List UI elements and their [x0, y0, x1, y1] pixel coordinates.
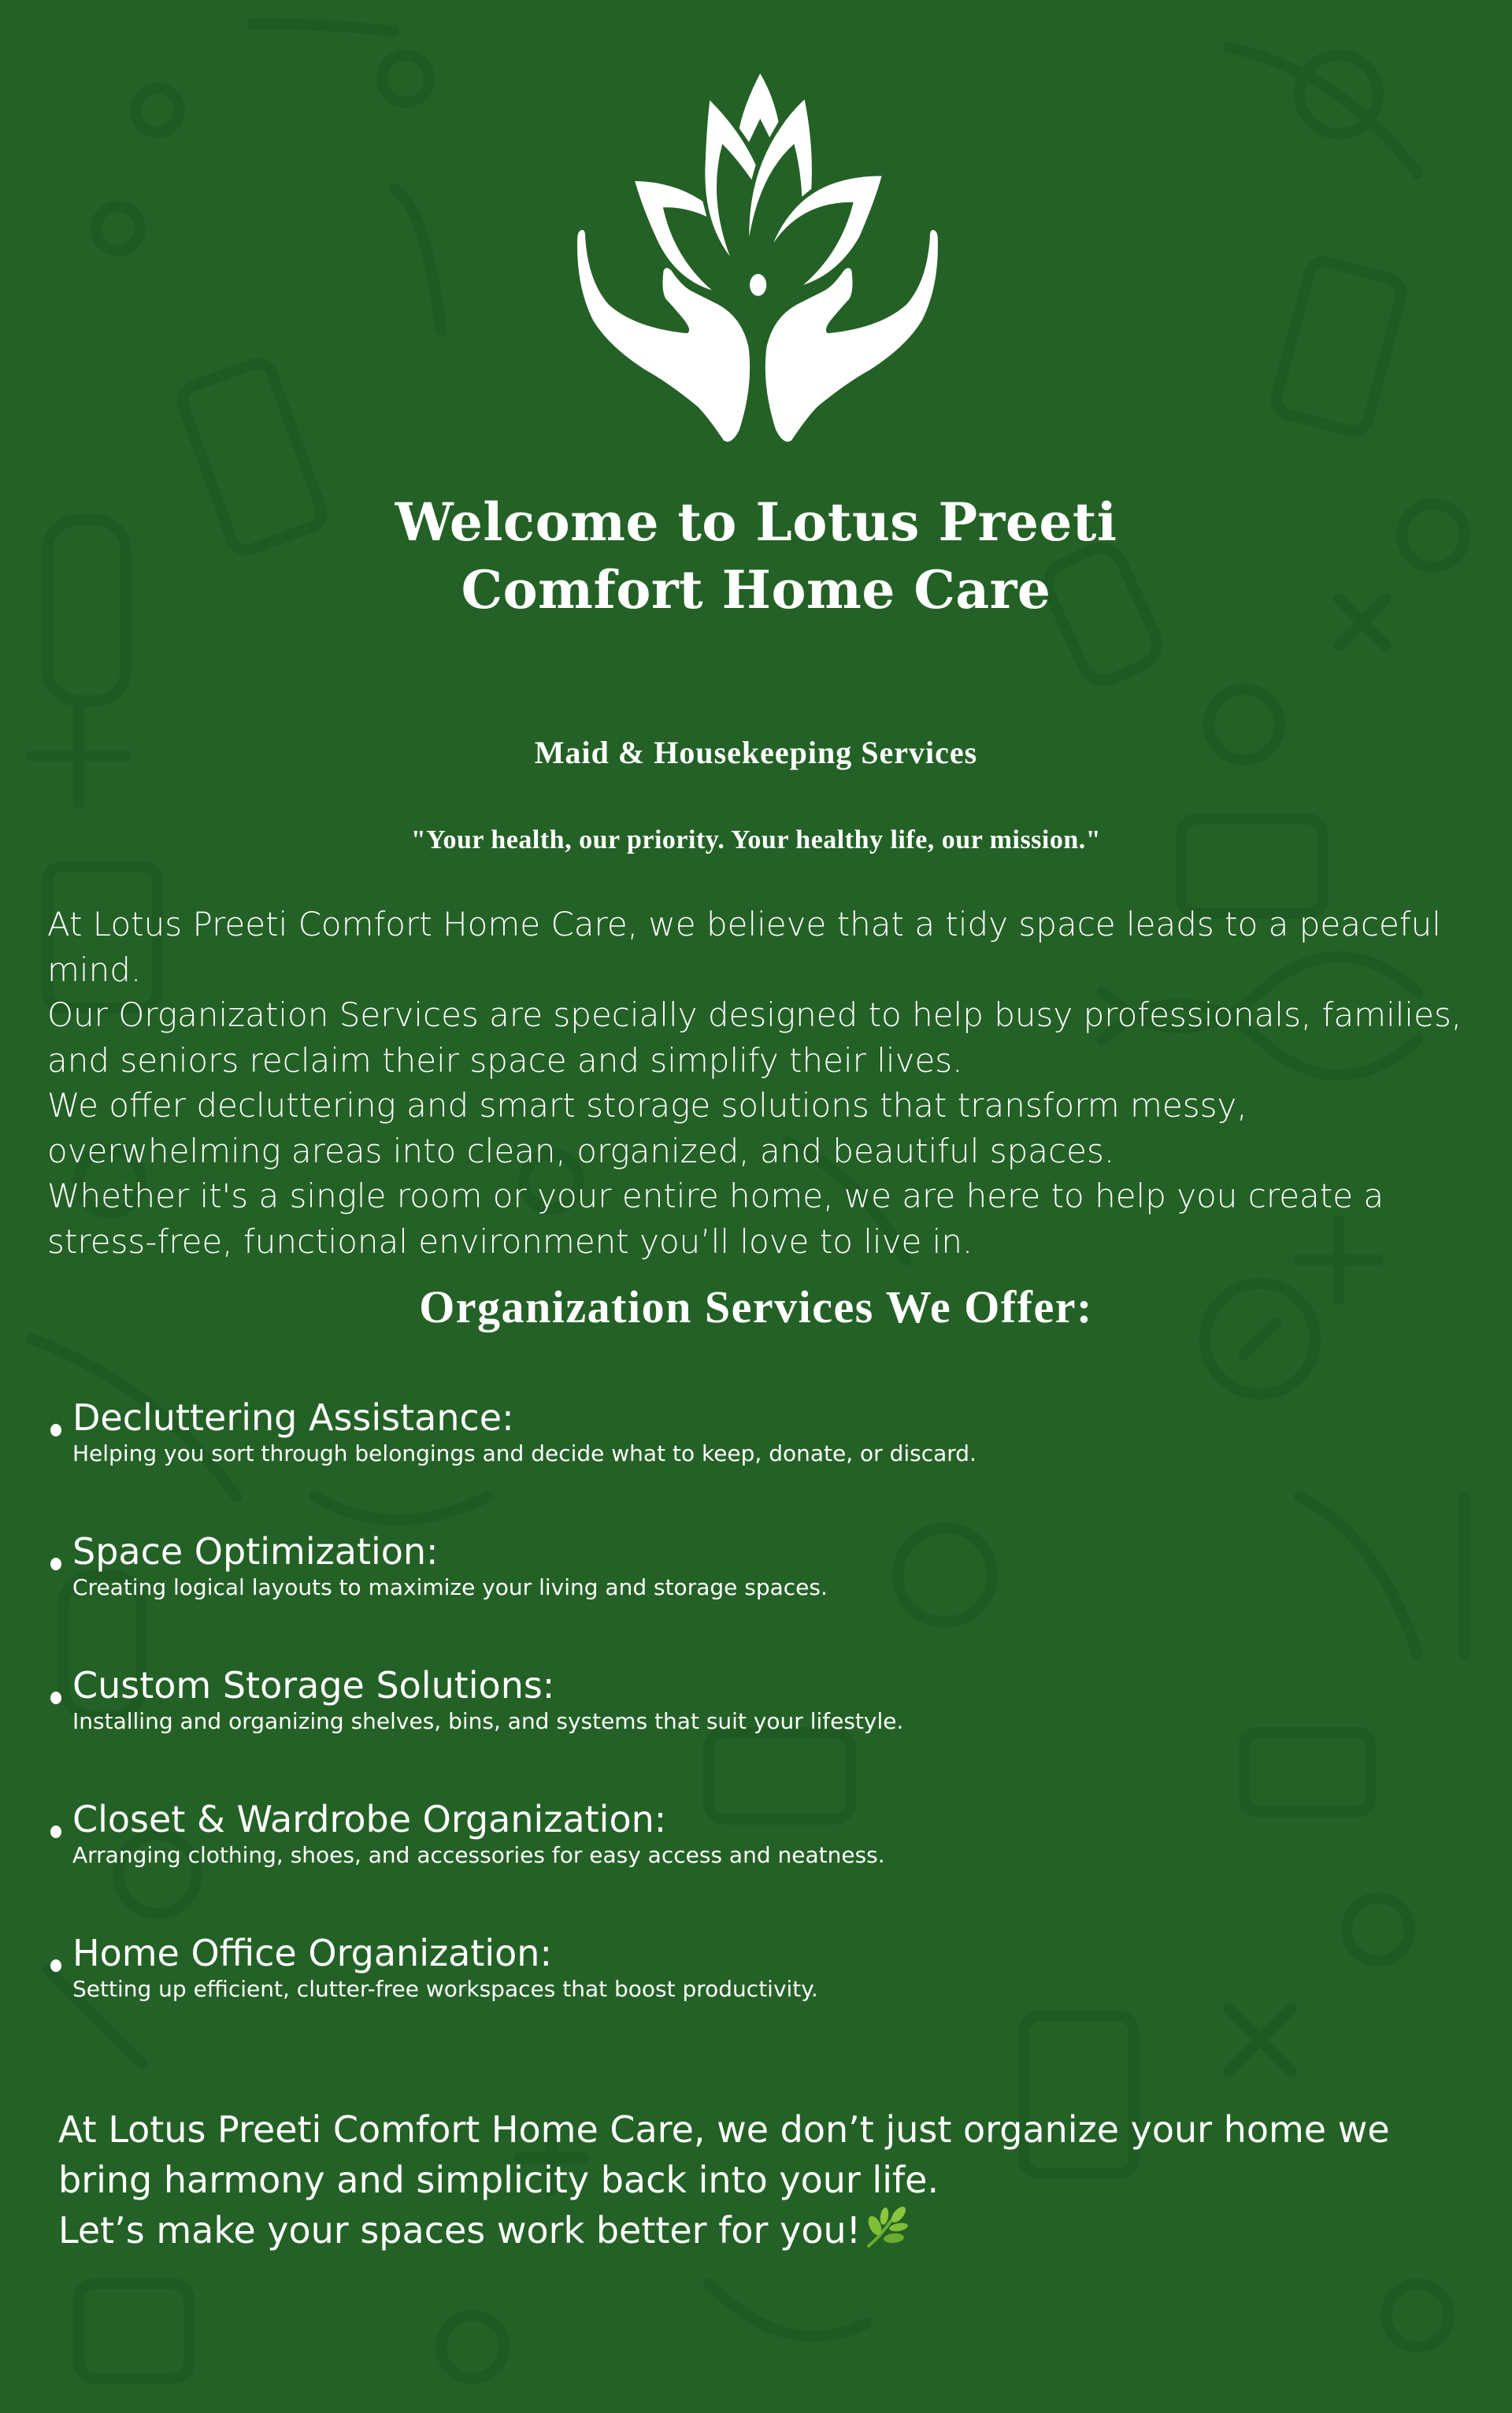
- bullet-icon: [50, 1959, 61, 1972]
- service-title: Closet & Wardrobe Organization:: [72, 1798, 667, 1840]
- service-item-closet-wardrobe: [46, 1796, 1463, 1929]
- service-description: Installing and organizing shelves, bins, and systems that suit your lifestyle.: [72, 1708, 904, 1734]
- intro-paragraph: We offer decluttering and smart storage solutions that transform messy, overwhelming areas into clean, organized, and beautiful spaces.: [47, 1086, 1247, 1170]
- closing-paragraph: At Lotus Preeti Comfort Home Care, we don’t just organize your home we bring harmony and simplicity back into your life.: [58, 2108, 1390, 2201]
- closing-text: [58, 2104, 1460, 2255]
- lotus-hands-logo-icon: [488, 59, 1024, 469]
- bullet-icon: [50, 1692, 61, 1704]
- service-item-home-office: [46, 1929, 1463, 2063]
- service-title: Home Office Organization:: [72, 1932, 552, 1974]
- intro-paragraph: Our Organization Services are specially designed to help busy professionals, families, and seniors reclaim their space and simplify their lives.: [47, 995, 1462, 1080]
- intro-paragraph: Whether it's a single room or your entire home, we are here to help you create a stress-free, functional environment you’ll love to live in.: [47, 1177, 1384, 1261]
- service-title: Custom Storage Solutions:: [72, 1664, 555, 1707]
- bullet-icon: [50, 1424, 61, 1436]
- herb-icon: [864, 2205, 913, 2249]
- closing-cta-text: Let’s make your spaces work better for you!: [58, 2209, 862, 2252]
- service-title: Space Optimization:: [72, 1530, 439, 1573]
- title-line-2: Comfort Home Care: [461, 559, 1051, 621]
- services-list: [46, 1394, 1463, 2063]
- services-heading: Organization Services We Offer:: [419, 1281, 1093, 1333]
- bullet-icon: [50, 1826, 61, 1838]
- service-description: Creating logical layouts to maximize your living and storage spaces.: [72, 1574, 828, 1600]
- bullet-icon: [50, 1558, 61, 1570]
- service-description: Arranging clothing, shoes, and accessories for easy access and neatness.: [72, 1842, 885, 1868]
- page-title: [0, 488, 1512, 624]
- service-item-custom-storage: [46, 1662, 1463, 1796]
- closing-call-to-action: [58, 2205, 1460, 2255]
- tagline: "Your health, our priority. Your healthy life, our mission.": [410, 825, 1102, 854]
- intro-text: [47, 902, 1480, 1264]
- title-line-1: Welcome to Lotus Preeti: [395, 491, 1117, 553]
- service-title: Decluttering Assistance:: [72, 1396, 514, 1439]
- subtitle: Maid & Housekeeping Services: [534, 735, 978, 770]
- service-description: Helping you sort through belongings and decide what to keep, donate, or discard.: [72, 1440, 976, 1466]
- service-item-decluttering: [46, 1394, 1463, 1528]
- service-item-space-optimization: [46, 1528, 1463, 1662]
- service-description: Setting up efficient, clutter-free workspaces that boost productivity.: [72, 1976, 818, 2002]
- intro-paragraph: At Lotus Preeti Comfort Home Care, we believe that a tidy space leads to a peaceful mind.: [47, 905, 1441, 989]
